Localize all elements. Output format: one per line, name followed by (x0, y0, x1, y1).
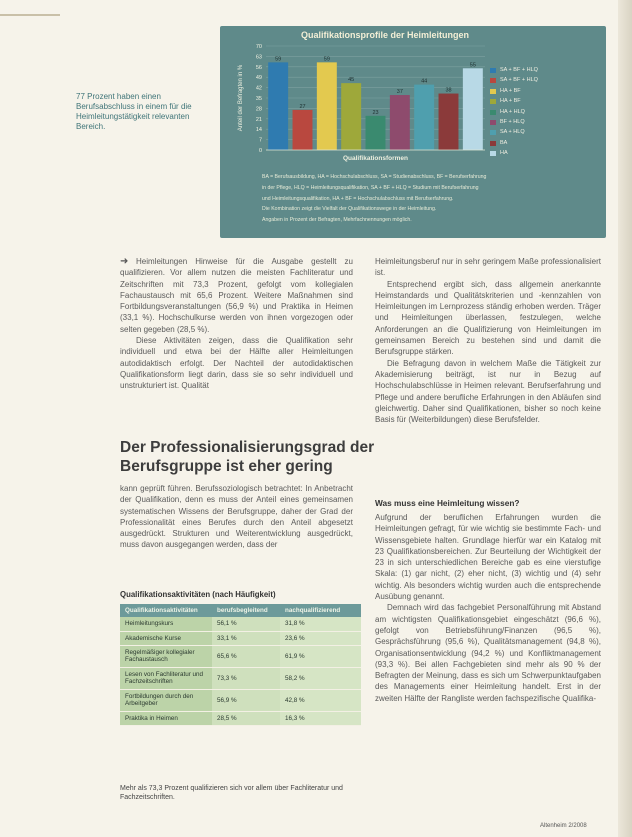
legend-swatch (490, 68, 496, 73)
chart-side-caption: 77 Prozent haben einen Berufsabschluss in einem für die Heimleitungstätigkeit relevanten Bereich. (76, 92, 192, 131)
page-footer: Altenheim 2/2008 (540, 823, 587, 829)
paragraph: Heimleitungen Hinweise für die Ausgabe gestellt zu qualifizieren. Vor allem nutzen die meisten Fachliteratur und Zeitschriften mit 73,3 Prozent, gefolgt vom kollegialen Fachaustausch mit 65,6 Prozent. Weitere Maßnahmen sind Fortbildungsveranstaltungen (56,9 %) und Praktika in Heimen (33,1 %). Hochschulkurse werden von ihnen vorgezogen oder selten gegeben (28,5 %). (120, 257, 353, 334)
bar (463, 68, 483, 150)
table-cell: Lesen von Fachliteratur und Fachzeitschriften (120, 667, 212, 689)
y-tick-label: 63 (255, 54, 262, 61)
legend-swatch (490, 89, 496, 94)
chart-note: BA = Berufsausbildung, HA = Hochschulabschluss, SA = Studienabschluss, BF = Berufserfahrung (262, 174, 487, 180)
table-header-row (120, 604, 361, 617)
bar-data-label: 38 (445, 87, 452, 94)
chart-panel (220, 26, 606, 238)
table-cell: 31,8 % (280, 617, 361, 631)
legend-label: HA + BF (500, 98, 521, 105)
left-column-text-2 (120, 483, 353, 551)
legend-item (490, 76, 600, 86)
table-row (120, 667, 361, 689)
legend-swatch (490, 99, 496, 104)
legend-item (490, 139, 600, 149)
y-tick-label: 14 (255, 127, 262, 134)
x-axis-label: Qualifikationsformen (342, 155, 409, 162)
legend-item (490, 87, 600, 97)
legend-label: BF + HLQ (500, 118, 525, 125)
bar (341, 83, 361, 150)
table-cell: 42,8 % (280, 689, 361, 711)
legend-item (490, 128, 600, 138)
table-cell: 73,3 % (212, 667, 280, 689)
table-cell: 28,5 % (212, 711, 280, 725)
chart-notes (262, 174, 592, 228)
table-row (120, 689, 361, 711)
bar-data-label: 27 (299, 103, 306, 110)
bar (414, 85, 434, 150)
legend-swatch (490, 78, 496, 83)
y-tick-label: 42 (255, 85, 262, 92)
legend-swatch (490, 151, 496, 156)
legend-item (490, 149, 600, 159)
table-cell: 61,9 % (280, 645, 361, 667)
paragraph: Die Befragung davon in welchem Maße die Tätigkeit zur Akademisierung beiträgt, ist nur in Bezug auf Hochschulabschlüsse in Heimen relevant. Berufserfahrung und Pflege und andere berufliche Erfahrungen in den Abläufen sind gleichwertig. Daher sind Qualifikationen, bisher so noch keine Basis für (Weiterbildungen) diese Berufsfelder. (375, 358, 601, 425)
table-cell: 33,1 % (212, 631, 280, 645)
table-cell: Praktika in Heimen (120, 711, 212, 725)
paragraph: Demnach wird das fachgebiet Personalführung mit Abstand am wichtigsten Qualifikationsgebiet eingeschätzt (96,6 %), gefolgt von Betriebsführung/Finanzen (96,5 %), Gesprächsführung (95,6 %), Qualitätsmanagement (94,8 %), Organisationsentwicklung (94,2 %) und Konfliktmanagement (93,3 %). Bei allen Fachgebieten sind mehr als 90 % der Befragten der Meinung, dass es sich um Schwerpunktaufgaben des Managements einer Heimleitung handelt. Erst in der zweiten Hälfte der Rangliste werden fachspezifische Qualifika- (375, 603, 601, 703)
table-header: berufsbegleitend (212, 604, 280, 617)
table-caption: Mehr als 73,3 Prozent qualifizieren sich vor allem über Fachliteratur und Fachzeitschriften. (120, 785, 343, 801)
table-header: Qualifikationsaktivitäten (120, 604, 212, 617)
chart-note: Angaben in Prozent der Befragten, Mehrfachnennungen möglich. (262, 217, 412, 224)
legend-swatch (490, 141, 496, 146)
section-heading: Der Professionalisierungsgrad der Berufsgruppe ist eher gering (120, 439, 375, 475)
legend-item (490, 108, 600, 118)
table-cell: Regelmäßiger kollegialer Fachaustausch (120, 645, 212, 667)
bar-data-label: 23 (372, 109, 379, 116)
table-cell: 65,6 % (212, 645, 280, 667)
bar-data-label: 55 (469, 62, 476, 69)
table-row (120, 617, 361, 631)
y-tick-label: 70 (255, 44, 262, 50)
chart-note: Die Kombination zeigt die Vielfalt der Qualifikationswege in der Heimleitung. (262, 206, 437, 213)
bar (439, 94, 459, 150)
legend-swatch (490, 120, 496, 125)
qualification-table (120, 604, 361, 726)
chart-title: Qualifikationsprofile der Heimleitungen (300, 30, 470, 40)
table-title: Qualifikationsaktivitäten (nach Häufigkeit) (120, 590, 276, 599)
legend-label: HA + BF (500, 87, 521, 94)
paragraph: Entsprechend ergibt sich, dass allgemein anerkannte Heimstandards und Qualitätskriterien und -kennzahlen von Heimleitungen im Lernprozess ständig erhoben werden. Träger und Heimleitungen überlassen, festzulegen, welche Anforderungen an die Qualifizierung von Heimleitungen im gemeinsamen Bereich zu bestehen sind und damit die Berufsgruppe stärken. (375, 279, 601, 357)
legend-label: SA + HLQ (500, 129, 525, 136)
table-row (120, 711, 361, 725)
legend-item (490, 66, 600, 76)
legend-label: SA + BF + HLQ (500, 77, 538, 84)
top-rule (0, 14, 60, 16)
subheading: Was muss eine Heimleitung wissen? (375, 498, 520, 508)
y-tick-label: 0 (258, 148, 262, 154)
y-axis-label: Anteil der Befragten in % (238, 64, 244, 132)
y-tick-label: 35 (255, 96, 262, 102)
legend-label: HA (500, 150, 508, 157)
page-edge (618, 0, 632, 837)
legend-item (490, 118, 600, 128)
table-cell: 23,6 % (280, 631, 361, 645)
table-cell: Fortbildungen durch den Arbeitgeber (120, 689, 212, 711)
bar (293, 110, 313, 150)
table-row (120, 645, 361, 667)
y-tick-label: 28 (255, 106, 262, 113)
legend-label: HA + HLQ (500, 108, 525, 115)
bar (390, 95, 410, 150)
legend-item (490, 97, 600, 107)
bar (366, 116, 386, 150)
right-column-text-2 (375, 512, 601, 704)
table-row (120, 631, 361, 645)
legend-swatch (490, 130, 496, 135)
bar (268, 62, 288, 150)
arrow-icon: ➜ (120, 256, 129, 267)
bar-data-label: 59 (323, 56, 330, 63)
y-tick-label: 56 (255, 64, 262, 71)
paragraph: Heimleitungsberuf nur in sehr geringem Maße professionalisiert ist. (375, 257, 601, 278)
legend-label: SA + BF + HLQ (500, 67, 538, 73)
table-cell: Heimleitungskurs (120, 617, 212, 631)
paragraph: Diese Aktivitäten zeigen, dass die Qualifikation sehr individuell und etwa bei der Hälfte aller Heimleitungen autodidaktisch erfolgt. Der Nachteil der autodidaktischen Qualifikationsform liegt darin, dass sie so sehr individuell und unstrukturiert ist. Qualität (120, 336, 353, 391)
bar (317, 62, 337, 150)
left-column-text (120, 256, 353, 392)
table-cell: 16,3 % (280, 711, 361, 725)
legend-label: BA (500, 139, 508, 146)
y-tick-label: 49 (255, 75, 262, 82)
table-cell: 56,1 % (212, 617, 280, 631)
bar-data-label: 59 (275, 56, 282, 63)
table-cell: 58,2 % (280, 667, 361, 689)
bar-data-label: 45 (348, 77, 355, 84)
paragraph: Aufgrund der beruflichen Erfahrungen wurden die Heimleitungen gefragt, für wie wichtig sie bestimmte Fach- und Wissensgebiete halten. Grundlage hierfür war ein Katalog mit 23 Qualifikationsbereichen. Zur Beurteilung der Wichtigkeit der 23 in sich unterschiedlichen Bereiche gab es eine vierstufige Skala: (1) gar nicht, (2) eher nicht, (3) wichtig und (4) sehr wichtig. Als besonders wichtig wurden auch die entsprechende Ausübung genannt. (375, 513, 601, 602)
right-column-text (375, 256, 601, 425)
y-tick-label: 7 (258, 137, 262, 144)
y-tick-label: 21 (255, 116, 262, 123)
paragraph: kann geprüft führen. Berufssoziologisch betrachtet: In Anbetracht der Qualifikation, denn es muss der Anteil eines gemeinsamen systematischen Wissens der Berufsgruppe, daher der Grad der Professionalität eines Berufes durch den Anteil abgesetzt ausgedrückt. Strukturen und Weiterentwicklung ausgedrückt, muss davon ausgegangen werden, dass der (120, 484, 353, 550)
legend-swatch (490, 110, 496, 115)
chart-note: in der Pflege, HLQ = Heimleitungsqualifikation, SA + BF + HLQ = Studium mit Berufserfahrung (262, 184, 479, 191)
bar-data-label: 44 (421, 78, 428, 85)
table-cell: Akademische Kurse (120, 631, 212, 645)
chart-legend (490, 66, 600, 160)
chart-note: und Heimleitungsqualifikation, HA + BF = Hochschulabschluss mit Berufserfahrung. (262, 195, 454, 202)
bar-data-label: 37 (396, 89, 403, 96)
table-header: nachqualifizierend (280, 604, 361, 617)
table-cell: 56,9 % (212, 689, 280, 711)
